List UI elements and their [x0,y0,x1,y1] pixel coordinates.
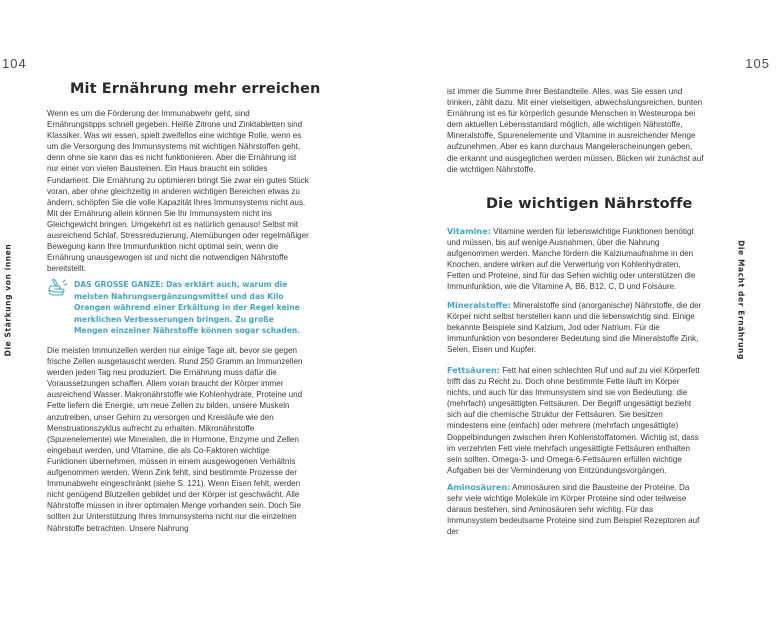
mineralstoffe-text: Mineralstoffe sind (anorganische) Nährstoffe, die der Körper nicht selbst herstellen kann und die lebenswichtig sind. Einige bekannte Beispiele sind Kalzium, Jod oder Natrium. Für die Immunfunktion von besonderer Bedeutung sind die Mineralstoffe Zink, Selen, Eisen und Kupfer. [447,301,702,355]
mineralstoffe-paragraph [447,300,705,355]
fettsaeuren-paragraph [447,365,705,476]
right-p1-text: ist immer die Summe ihrer Bestandteile. Alles, was Sie essen und trinken, zählt dazu. Mit einer vielseitigen, abwechslungsreichen, bunten Ernährung ist es für körperlich gesunde Menschen in Westeuropa bei dem aktuellen Lebensstandard möglich, alle wichtigen Nährstoffe, Mineralstoffe, Spurenelemente und Vitamine in ausreichender Menge aufzunehmen. Aber es kann durchaus Mangelerscheinungen geben, die erkannt und ausgeglichen werden müssen. Blicken wir zunächst auf die wichtigen Nährstoffe. [447,87,704,174]
vitamine-paragraph [447,226,705,293]
aminosaeuren-paragraph [447,482,705,537]
right-paragraph-1 [447,86,705,175]
left-paragraph-2 [47,345,309,534]
aminosaeuren-text: Aminosäuren sind die Bausteine der Proteine. Da sehr viele wichtige Moleküle im Körper Proteine sind oder teilweise daraus bestehen, sind Aminosäuren sehr wichtig. Für das Immunsystem bedeutsame Proteine sind zum Beispiel Rezeptoren auf der [447,483,700,537]
right-heading: Die wichtigen Nährstoffe [486,196,693,212]
side-label-right: Die Macht der Ernährung [736,240,746,360]
left-p2-text: Die meisten Immunzellen werden nur einige Tage alt, bevor sie gegen frische Zellen ausgetauscht werden. Rund 250 Gramm an Immunzellen werden jeden Tag neu produziert. Die Ernährung muss dafür die Voraussetzungen schaffen. Allem voran braucht der Körper immer ausreichend Wasser. Makronährstoffe wie Kohlenhydrate, Proteine und Fette liefern die Energie, um neue Zellen zu bilden, unsere Muskeln anzutreiben, unser Gehirn zu versorgen und Kreisläufe wie den Menstruationszyklus aufrecht zu erhalten. Mikronährstoffe (Spurenelemente) wie Mineralien, die in Hormone, Enzyme und Zellen eingebaut werden, und Vitamine, die als Co-Faktoren wichtige Funktionen übernehmen, müssen in einem ausgewogenen Verhältnis aufgenommen werden. Wenn Zink fehlt, sind bestimmte Prozesse der Immunabwehr eingeschränkt (siehe S. 121). Wenn Eisen fehlt, werden nicht genügend Blutzellen gebildet und der Körper ist geschwächt. Alle Nährstoffe müssen in ihrer optimalen Menge vorhanden sein. Doch Sie sollten zur Unterstützung Ihres Immunsystems nicht nur die einzelnen Nährstoffe betrachten. Unsere Nahrung [47,346,303,533]
vitamine-text: Vitamine werden für lebenswichtige Funktionen benötigt und müssen, bis auf wenige Ausnahmen, über die Nahrung aufgenommen werden. Manche fördern die Kalziumaufnahme in den Knochen, andere wirken auf die Verwertung von Kohlenhydraten, Fetten und Proteine, sind für das Sehen wichtig oder unterstützen die Immunfunktion, wie die Vitamine A, B6, B12, C, D und Folsäure. [447,227,696,292]
page-number-left: 104 [2,56,27,71]
side-label-left: Die Stärkung von innen [3,243,13,357]
page-number-right: 105 [745,56,770,71]
mineralstoffe-keyword: Mineralstoffe: [447,300,511,310]
hand-pointer-icon [47,279,69,299]
left-paragraph-1 [47,108,309,274]
vitamine-keyword: Vitamine: [447,226,491,236]
fettsaeuren-keyword: Fettsäuren: [447,365,500,375]
aminosaeuren-keyword: Aminosäuren: [447,482,511,492]
left-p1-text: Wenn es um die Förderung der Immunabwehr geht, sind Ernährungstipps schnell gegeben. Heiße Zitrone und Zinktabletten sind Klassiker. Was wir essen, spielt zweifellos eine wichtige Rolle, wenn es um die Versorgung des Immunsystems mit wichtigen Nährstoffen geht, denn ohne sie kann das es nicht funktionieren. Aber die Ernährung ist nur einer von vielen Bausteinen. Ein Haus braucht ein solides Fundament. Die Ernährung zu optimieren bringt Sie zwar ein gutes Stück voran, aber ohne gleichzeitig in anderen wichtigen Bereichen etwas zu ändern, schöpfen Sie die volle Kapazität Ihres Immunsystems nicht aus. Mit der Ernährung allein können Sie Ihr Immunsystem nicht ins Gleichgewicht bringen. Umgekehrt ist es natürlich genauso! Selbst mit ausreichend Schlaf, Stressreduzierung, Atemübungen oder regelmäßiger Bewegung kann Ihre Immunfunktion nicht optimal sein, wenn die Ernährung unausgewogen ist und nicht die notwendigen Nährstoffe bereitstellt. [47,109,309,274]
fettsaeuren-text: Fett hat einen schlechten Ruf und auf zu viel Körperfett trifft das zu Recht zu. Doch ohne bestimmte Fette läuft im Körper nichts, und auch für das Immunsystem sind sie von Bedeutung: die (mehrfach) ungesättigten Fettsäuren. Der Begriff ungesättigt bezieht sich auf die chemische Struktur der Fettsäuren. Sie besitzen mindestens eine (einfach) oder mehrere (mehrfach ungesättigte) Doppelbindungen zwischen ihren Kohlenstoffatomen. Wichtig ist, dass im verzehrten Fett viele mehrfach ungesättigte Fettsäuren enthalten sein sollten. Omega-3- und Omega-6-Fettsäuren erfüllen wichtige Aufgaben bei der Verminderung von Entzündungsvorgängen. [447,366,700,475]
left-heading: Mit Ernährung mehr erreichen [70,81,321,97]
callout-text: DAS GROSSE GANZE: Das erklärt auch, warum die meisten Nahrungsergänzungsmittel und das Kilo Orangen während einer Erkältung in der Regel keine merklichen Verbesserungen bringen. Zu große Mengen einzelner Nährstoffe können sogar schaden. [74,280,301,335]
